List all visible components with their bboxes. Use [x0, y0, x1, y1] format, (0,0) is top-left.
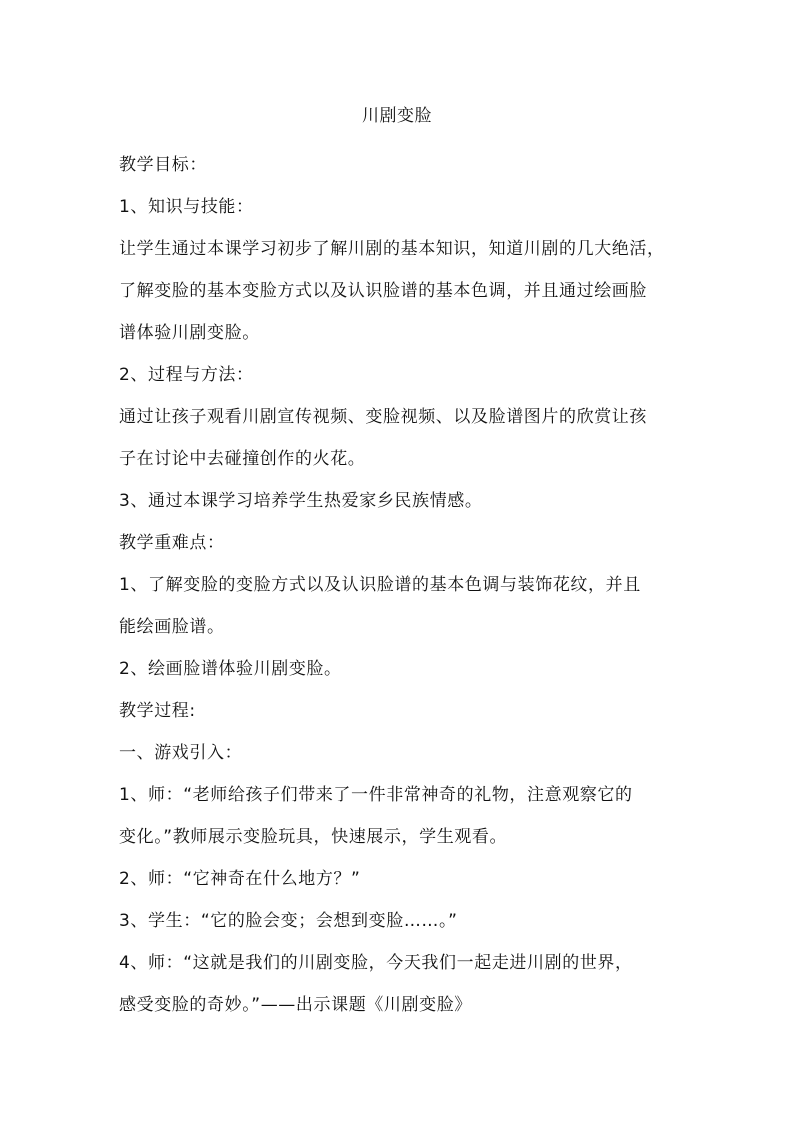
objective-3-line: 3、通过本课学习培养学生热爱家乡民族情感。 — [119, 491, 483, 511]
section-heading-process: 教学过程: — [119, 701, 196, 721]
paragraph-line: 3、学生：“它的脸会变；会想到变脸……。” — [119, 911, 458, 931]
paragraph-line: 1、师：“老师给孩子们带来了一件非常神奇的礼物，注意观察它的 — [119, 785, 633, 805]
paragraph-line: 4、师：“这就是我们的川剧变脸，今天我们一起走进川剧的世界， — [119, 953, 633, 973]
paragraph-line: 通过让孩子观看川剧宣传视频、变脸视频、以及脸谱图片的欣赏让孩 — [119, 407, 647, 427]
document-body — [119, 144, 689, 1026]
paragraph-line: 子在讨论中去碰撞创作的火花。 — [119, 449, 366, 469]
paragraph-line: 1、了解变脸的变脸方式以及认识脸谱的基本色调与装饰花纹，并且 — [119, 575, 641, 595]
section-heading-objectives: 教学目标： — [119, 155, 207, 175]
paragraph-line: 2、绘画脸谱体验川剧变脸。 — [119, 659, 342, 679]
paragraph-line: 感受变脸的奇妙。”——出示课题《川剧变脸》 — [119, 995, 472, 1015]
paragraph-line: 谱体验川剧变脸。 — [119, 323, 260, 343]
paragraph-line: 能绘画脸谱。 — [119, 617, 225, 637]
paragraph-line: 了解变脸的基本变脸方式以及认识脸谱的基本色调，并且通过绘画脸 — [119, 281, 647, 301]
document-title: 川剧变脸 — [362, 106, 432, 126]
subsection-heading: 一、游戏引入： — [119, 743, 243, 763]
objective-1-heading: 1、知识与技能： — [119, 197, 254, 217]
paragraph-line: 让学生通过本课学习初步了解川剧的基本知识，知道川剧的几大绝活， — [119, 239, 665, 259]
objective-2-heading: 2、过程与方法： — [119, 365, 254, 385]
paragraph-line: 2、师：“它神奇在什么地方？” — [119, 869, 361, 889]
paragraph-line: 变化。”教师展示变脸玩具，快速展示，学生观看。 — [119, 827, 508, 847]
section-heading-key-points: 教学重难点： — [119, 533, 225, 553]
